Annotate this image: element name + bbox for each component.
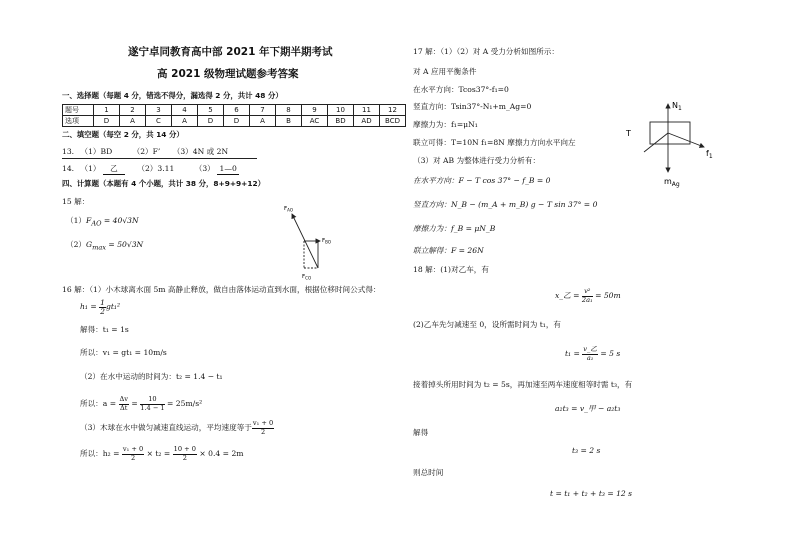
q18-part2: (2)乙车先匀减速至 0，设所需时间为 t₁，有 <box>413 320 562 329</box>
q14-part2: （2）3.11 <box>137 164 175 173</box>
so2-mid: = <box>129 399 141 408</box>
section2-heading: 二、填空题（每空 2 分，共 14 分） <box>62 130 184 139</box>
q15-prefix1: （1） <box>66 216 87 225</box>
t1-frac: $\frac{\text{v\_乙}}{\text{a₁}}$ <box>583 345 597 362</box>
q15-sub1: AO <box>91 219 102 228</box>
question-number: 2 <box>120 105 146 116</box>
q16-so1: 所以：v₁ = gt₁ = 10m/s <box>80 348 167 357</box>
answer-table <box>62 104 406 127</box>
label-mag: $m_{Ag}$ <box>664 177 680 188</box>
q17-joint: 联立可得：T=10N f₁=8N 摩擦力方向水平向左 <box>413 138 576 147</box>
t1-rhs: = 5 s <box>597 349 621 358</box>
eq1-lhs: h₁ = <box>80 302 100 311</box>
answer-cell: D <box>94 116 120 127</box>
label-fbo: $F_{BO}$ <box>322 238 331 245</box>
p3-pre: （3）木球在水中做匀减速直线运动，平均速度等于 <box>80 423 252 432</box>
q17-horizontal2: 在水平方向：F − T cos 37° − f_B = 0 <box>413 176 551 185</box>
so2-pre: 所以：a = <box>80 399 119 408</box>
x-eq-frac: $\frac{\text{v²}}{\text{2a₁}}$ <box>581 287 593 304</box>
question-number: 11 <box>354 105 380 116</box>
q16-so2 <box>80 396 202 412</box>
q17-friction2: 摩擦力为：f_B = μN_B <box>413 224 496 233</box>
q18-a2t3: a₂t₃ = v_甲 − a₂t₃ <box>555 404 621 413</box>
so3-frac2: $\frac{10 + 0}{2}$ <box>173 445 196 462</box>
answer-cell: A <box>120 116 146 127</box>
q17-vertical: 竖直方向：Tsin37°-N₁+m_Ag=0 <box>413 102 532 111</box>
q17-friction: 摩擦力为：f₁=μN₁ <box>413 120 478 129</box>
q18-x-eq <box>555 288 621 304</box>
q18-total-eq: t = t₁ + t₂ + t₃ = 12 s <box>550 489 633 498</box>
eq1-fraction: $\frac{1}{2}$ <box>100 298 105 316</box>
q16-solve: 解得：t₁ = 1s <box>80 325 129 334</box>
so3-frac1: $\frac{\text{v₁ + 0}}{2}$ <box>122 445 144 462</box>
answer-cell: D <box>198 116 224 127</box>
q17-part3: （3）对 AB 为整体进行受力分析有： <box>413 156 541 165</box>
question-number: 3 <box>146 105 172 116</box>
answer-cell: D <box>224 116 250 127</box>
question-number: 1 <box>94 105 120 116</box>
answer-cell: AC <box>302 116 328 127</box>
so3-pre: 所以：h₂ = <box>80 449 122 458</box>
q17-joint2: 联立解得：F = 26N <box>413 246 484 255</box>
q13-part1: （1）BD <box>80 147 113 156</box>
answer-cell: BCD <box>380 116 406 127</box>
q17-title: 17 解：（1）（2）对 A 受力分析如图所示： <box>413 47 559 56</box>
q16-so3 <box>80 446 243 462</box>
answer-cell: A <box>172 116 198 127</box>
x-eq-lhs: x_乙 = <box>555 291 582 300</box>
question-number: 7 <box>250 105 276 116</box>
question-number: 6 <box>224 105 250 116</box>
t1-lhs: t₁ = <box>565 349 583 358</box>
answer-cell: BD <box>328 116 354 127</box>
q15-eq1: F <box>86 216 92 225</box>
q16-intro: 16 解：（1）小木球离水面 5m 高静止释放，做自由落体运动直到水面，根据位移时间公式得： <box>62 285 381 294</box>
q13-number: 13. <box>62 147 75 156</box>
q15-val1: = 40√3N <box>101 216 139 225</box>
q18-next: 接着掉头所用时间为 t₂ = 5s，再加速至两车速度相等时需 t₃，有 <box>413 380 633 389</box>
tension-line <box>644 133 668 152</box>
q14-answer <box>62 164 239 175</box>
table-row-label: 选项 <box>63 116 94 127</box>
q13-answer <box>62 147 228 157</box>
q13-part2: （2）F’ <box>132 147 161 156</box>
q15-val2: = 50√3N <box>106 240 144 249</box>
label-f1: $f_1$ <box>706 149 713 160</box>
label-n1: $N_1$ <box>672 101 682 112</box>
section3-heading: 四、计算题（本题有 4 个小题，共计 38 分，8+9+9+12） <box>62 179 266 188</box>
q13-part3: （3）4N 或 2N <box>172 147 229 156</box>
q16-part2: （2）在水中运动的时间为：t₂ = 1.4 − t₁ <box>80 372 223 381</box>
q15-prefix2: （2） <box>66 240 87 249</box>
question-number: 4 <box>172 105 198 116</box>
q15-answer1 <box>66 216 139 229</box>
q14-blank1: 乙 <box>103 164 125 175</box>
q17-horizontal: 在水平方向：Tcos37°-f₁=0 <box>413 85 509 94</box>
so2-frac1: $\frac{\Delta v}{\Delta t}$ <box>119 395 128 412</box>
q15-force-diagram <box>280 200 340 280</box>
q17-force-diagram <box>620 100 730 190</box>
table-row-label: 题号 <box>63 105 94 116</box>
question-number: 10 <box>328 105 354 116</box>
label-fco: $F_{CO}$ <box>302 274 312 281</box>
answer-cell: A <box>250 116 276 127</box>
so3-mid: × t₂ = <box>144 449 173 458</box>
q15-label: 15 解： <box>62 197 90 206</box>
answer-title: 高 2021 级物理试题参考答案 <box>157 68 299 80</box>
table-row <box>63 116 406 127</box>
question-number: 12 <box>380 105 406 116</box>
so2-post: = 25m/s² <box>164 399 203 408</box>
so3-post: × 0.4 = 2m <box>196 449 244 458</box>
block-a <box>650 122 690 144</box>
q16-eq1 <box>80 299 120 315</box>
q14-blank3: 1—0 <box>217 164 239 175</box>
q15-sub2: max <box>92 243 107 252</box>
so2-frac2: $\frac{10}{1.4 - 1}$ <box>140 395 165 412</box>
q14-part1: （1） <box>80 164 101 173</box>
q17-for-a: 对 A 应用平衡条件 <box>413 67 477 76</box>
q14-number: 14. <box>62 164 75 173</box>
question-number: 5 <box>198 105 224 116</box>
section1-heading: 一、选择题（每题 4 分，错选不得分，漏选得 2 分，共计 48 分） <box>62 91 283 100</box>
question-number: 8 <box>276 105 302 116</box>
q18-solve: 解得 <box>413 428 429 437</box>
answer-cell: AD <box>354 116 380 127</box>
q13-underline <box>62 158 257 159</box>
q18-t3: t₃ = 2 s <box>572 446 601 455</box>
question-number: 9 <box>302 105 328 116</box>
p3-frac: $\frac{\text{v₁ + 0}}{2}$ <box>252 419 274 436</box>
q18-intro: 18 解：(1)对乙车，有 <box>413 265 489 274</box>
q17-vertical2: 竖直方向：N_B − (m_A + m_B) g − T sin 37° = 0 <box>413 200 598 209</box>
label-t: T <box>626 129 631 138</box>
label-fao: $F_{AO}$ <box>284 206 293 213</box>
answer-cell: B <box>276 116 302 127</box>
q14-part3: （3） <box>194 164 215 173</box>
q15-answer2 <box>66 240 143 253</box>
x-eq-rhs: = 50m <box>592 291 621 300</box>
eq1-rhs: gt₁² <box>105 302 120 311</box>
q18-t1-eq <box>565 346 620 362</box>
exam-title: 遂宁卓同教育高中部 2021 年下期半期考试 <box>128 46 333 58</box>
table-row <box>63 105 406 116</box>
q18-total-label: 则总时间 <box>413 468 444 477</box>
friction-arrow <box>668 133 704 147</box>
answer-cell: C <box>146 116 172 127</box>
q15-eq2: G <box>86 240 93 249</box>
q16-part3 <box>80 420 274 436</box>
